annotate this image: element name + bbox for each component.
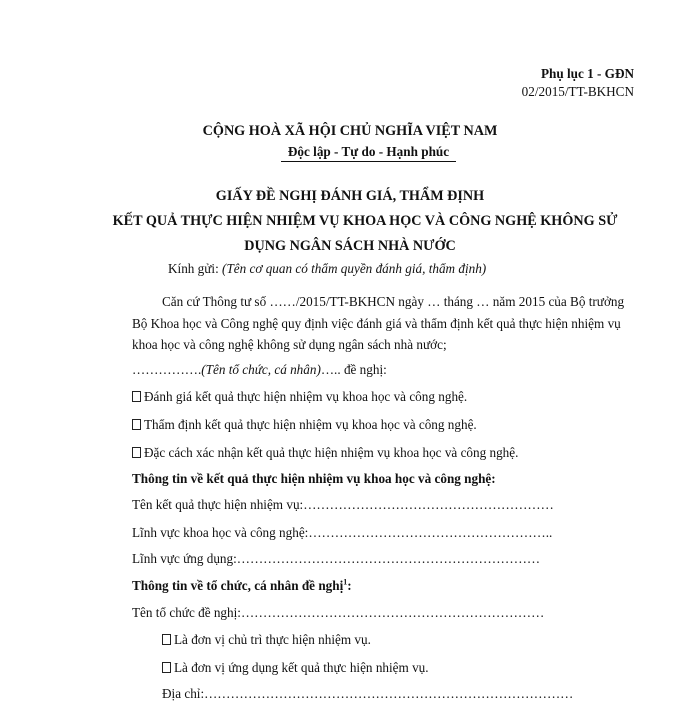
section2-heading <box>132 578 352 594</box>
nation-title: CỘNG HOÀ XÃ HỘI CHỦ NGHĨA VIỆT NAM <box>202 123 498 139</box>
doc-title-line2: KẾT QUẢ THỰC HIỆN NHIỆM VỤ KHOA HỌC VÀ CÔNG NGHỆ KHÔNG SỬ <box>112 213 618 229</box>
checkbox-icon[interactable] <box>132 447 141 458</box>
role-label: Là đơn vị chủ trì thực hiện nhiệm vụ. <box>174 632 371 647</box>
addressee-value: (Tên cơ quan có thẩm quyền đánh giá, thẩm định) <box>222 261 487 276</box>
section1-heading: Thông tin về kết quả thực hiện nhiệm vụ khoa học và công nghệ: <box>132 471 496 486</box>
basis-line1: Căn cứ Thông tư số ……/2015/TT-BKHCN ngày … tháng … năm 2015 của Bộ trưởng <box>162 294 625 309</box>
science-field: Lĩnh vực khoa học và công nghệ:……………………………………………….. <box>132 525 553 540</box>
org-name-field: Tên tổ chức đề nghị:…………………………………………………………… <box>132 605 545 620</box>
checkbox-icon[interactable] <box>162 662 171 673</box>
appendix-circular: 02/2015/TT-BKHCN <box>521 84 634 99</box>
section2-heading-text: Thông tin về tổ chức, cá nhân đề nghị <box>132 578 344 593</box>
application-field: Lĩnh vực ứng dụng:…………………………………………………………… <box>132 551 541 566</box>
request-suffix: ….. đề nghị: <box>320 362 387 377</box>
addressee <box>168 261 486 277</box>
role-applier[interactable] <box>162 660 429 676</box>
checkbox-icon[interactable] <box>132 419 141 430</box>
request-placeholder: (Tên tổ chức, cá nhân) <box>201 362 321 377</box>
basis-line3: khoa học và công nghệ không sử dụng ngân sách nhà nước; <box>132 337 447 352</box>
role-label: Là đơn vị ứng dụng kết quả thực hiện nhiệm vụ. <box>174 660 429 675</box>
option-label: Thẩm định kết quả thực hiện nhiệm vụ khoa học và công nghệ. <box>144 417 477 432</box>
request-dots: ……………. <box>132 362 202 377</box>
motto: Độc lập - Tự do - Hạnh phúc <box>287 144 450 159</box>
checkbox-icon[interactable] <box>162 634 171 645</box>
role-host[interactable] <box>162 632 371 648</box>
section2-heading-colon: : <box>347 578 352 593</box>
basis-line2: Bộ Khoa học và Công nghệ quy định việc đánh giá và thẩm định kết quả thực hiện nhiệm vụ <box>132 316 621 331</box>
option-label: Đặc cách xác nhận kết quả thực hiện nhiệm vụ khoa học và công nghệ. <box>144 445 519 460</box>
address-field: Địa chỉ:………………………………………………………………………… <box>162 686 574 701</box>
request-line <box>132 362 387 378</box>
option-special-confirm[interactable] <box>132 445 518 461</box>
option-appraise[interactable] <box>132 417 477 433</box>
motto-underline <box>281 161 456 162</box>
appendix-label: Phụ lục 1 - GĐN <box>540 66 634 81</box>
option-label: Đánh giá kết quả thực hiện nhiệm vụ khoa học và công nghệ. <box>144 389 468 404</box>
addressee-label: Kính gửi: <box>168 261 223 276</box>
option-evaluate[interactable] <box>132 389 467 405</box>
result-name-field: Tên kết quả thực hiện nhiệm vụ:………………………………………………… <box>132 497 554 512</box>
doc-title-line1: GIẤY ĐỀ NGHỊ ĐÁNH GIÁ, THẨM ĐỊNH <box>215 188 485 204</box>
footnote-marker: 1 <box>343 577 348 587</box>
checkbox-icon[interactable] <box>132 391 141 402</box>
doc-title-line3: DỤNG NGÂN SÁCH NHÀ NƯỚC <box>244 238 456 254</box>
